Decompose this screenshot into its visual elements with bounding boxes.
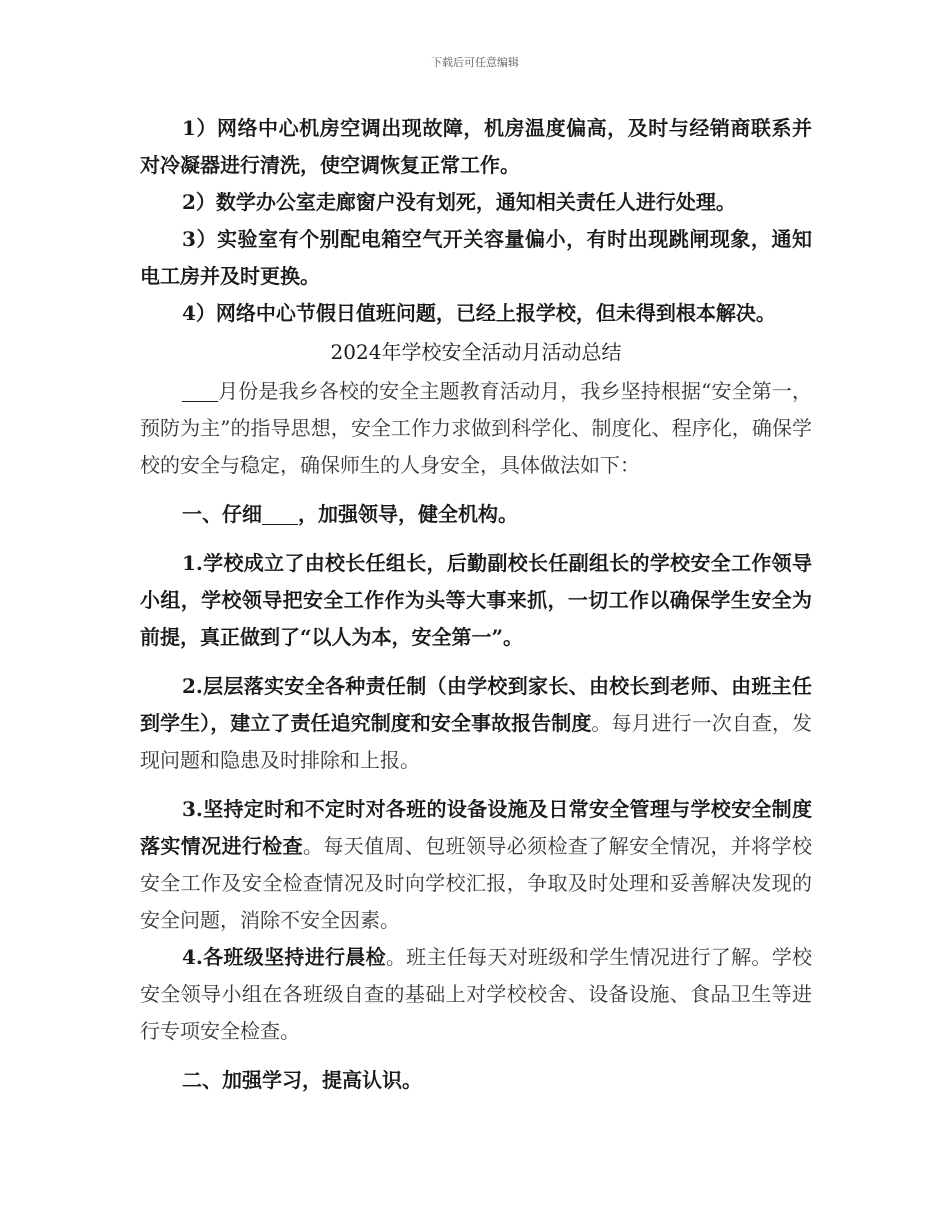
paragraph-4-bold: 4.各班级坚持进行晨检 (182, 945, 386, 969)
top-item-1: 1）网络中心机房空调出现故障，机房温度偏高，及时与经销商联系并对冷凝器进行清洗，使空调恢复正常工作。 (140, 116, 812, 177)
paragraph-2-bold: 2.层层落实安全各种责任制（由学校到家长、由校长到老师、由班主任到学生），建立了责任追究制度和安全事故报告制度 (140, 674, 812, 735)
blank-underline (182, 381, 218, 402)
paragraph-4-normal: 。班主任每天对班级和学生情况进行了解。学校安全领导小组在各班级自查的基础上对学校校舍、设备设施、食品卫生等进行专项安全检查。 (140, 945, 812, 1043)
intro-paragraph (140, 373, 812, 484)
section-heading-1 (140, 496, 812, 533)
section1-post: ，加强领导，健全机构。 (298, 502, 518, 526)
top-item-4: 4）网络中心节假日值班问题，已经上报学校，但未得到根本解决。 (182, 301, 776, 325)
paragraph-1: 1.学校成立了由校长任组长，后勤副校长任副组长的学校安全工作领导小组，学校领导把安全工作作为头等大事来抓，一切工作以确保学生安全为前提，真正做到了“以人为本，安全第一”。 (140, 551, 812, 649)
document-body (140, 110, 812, 1099)
intro-text: 月份是我乡各校的安全主题教育活动月，我乡坚持根据“安全第一，预防为主”的指导思想，安全工作力求做到科学化、制度化、程序化，确保学校的安全与稳定，确保师生的人身安全，具体做法如下： (140, 379, 812, 477)
top-item-3: 3）实验室有个别配电箱空气开关容量偏小，有时出现跳闸现象，通知电工房并及时更换。 (140, 227, 812, 288)
section1-pre: 一、仔细 (182, 502, 262, 526)
paragraph-3 (140, 791, 812, 939)
top-item-2: 2）数学办公室走廊窗户没有划死，通知相关责任人进行处理。 (182, 190, 736, 214)
blank-underline (262, 504, 298, 525)
paragraph-3-bold: 3.坚持定时和不定时对各班的设备设施及日常安全管理与学校安全制度落实情况进行检查 (140, 797, 812, 858)
header-note: 下载后可任意编辑 (431, 56, 519, 69)
section-heading-2: 二、加强学习，提高认识。 (182, 1068, 422, 1092)
paragraph-3-normal: 。每天值周、包班领导必须检查了解安全情况，并将学校安全工作及安全检查情况及时向学校汇报，争取及时处理和妥善解决发现的安全问题，消除不安全因素。 (140, 834, 812, 932)
page-title: 2024年学校安全活动月活动总结 (330, 340, 622, 364)
paragraph-4 (140, 939, 812, 1050)
paragraph-2 (140, 668, 812, 779)
paragraph-2-normal: 。每月进行一次自查，发现问题和隐患及时排除和上报。 (140, 711, 813, 772)
